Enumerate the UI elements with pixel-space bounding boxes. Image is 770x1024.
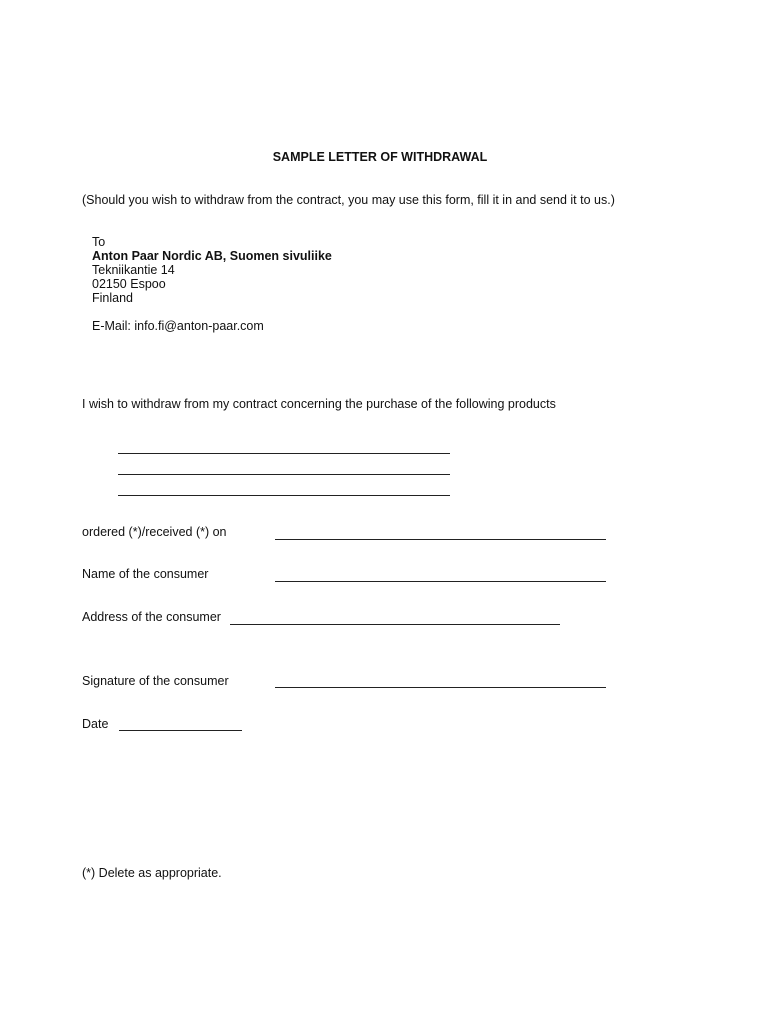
document-title-text: SAMPLE LETTER OF WITHDRAWAL — [272, 150, 488, 164]
ordered-received-field[interactable] — [275, 539, 606, 540]
withdrawal-statement: I wish to withdraw from my contract concerning the purchase of the following products — [82, 397, 556, 411]
consumer-address-field[interactable] — [230, 624, 560, 625]
consumer-signature-label: Signature of the consumer — [82, 674, 229, 688]
consumer-name-field[interactable] — [275, 581, 606, 582]
recipient-postal-city: 02150 Espoo — [92, 277, 166, 291]
consumer-name-label: Name of the consumer — [82, 567, 209, 581]
product-line-2[interactable] — [118, 474, 450, 475]
footnote: (*) Delete as appropriate. — [82, 866, 222, 880]
recipient-country: Finland — [92, 291, 133, 305]
recipient-email: E-Mail: info.fi@anton-paar.com — [92, 319, 264, 333]
document-title — [0, 150, 770, 164]
product-line-3[interactable] — [118, 495, 450, 496]
date-field[interactable] — [119, 730, 242, 731]
ordered-received-label: ordered (*)/received (*) on — [82, 525, 227, 539]
consumer-address-label: Address of the consumer — [82, 610, 221, 624]
intro-text: (Should you wish to withdraw from the contract, you may use this form, fill it in and send it to us.) — [82, 193, 615, 207]
product-line-1[interactable] — [118, 453, 450, 454]
recipient-to-label: To — [92, 235, 106, 249]
recipient-street: Tekniikantie 14 — [92, 263, 175, 277]
consumer-signature-field[interactable] — [275, 687, 606, 688]
date-label: Date — [82, 717, 109, 731]
recipient-company: Anton Paar Nordic AB, Suomen sivuliike — [92, 249, 332, 263]
